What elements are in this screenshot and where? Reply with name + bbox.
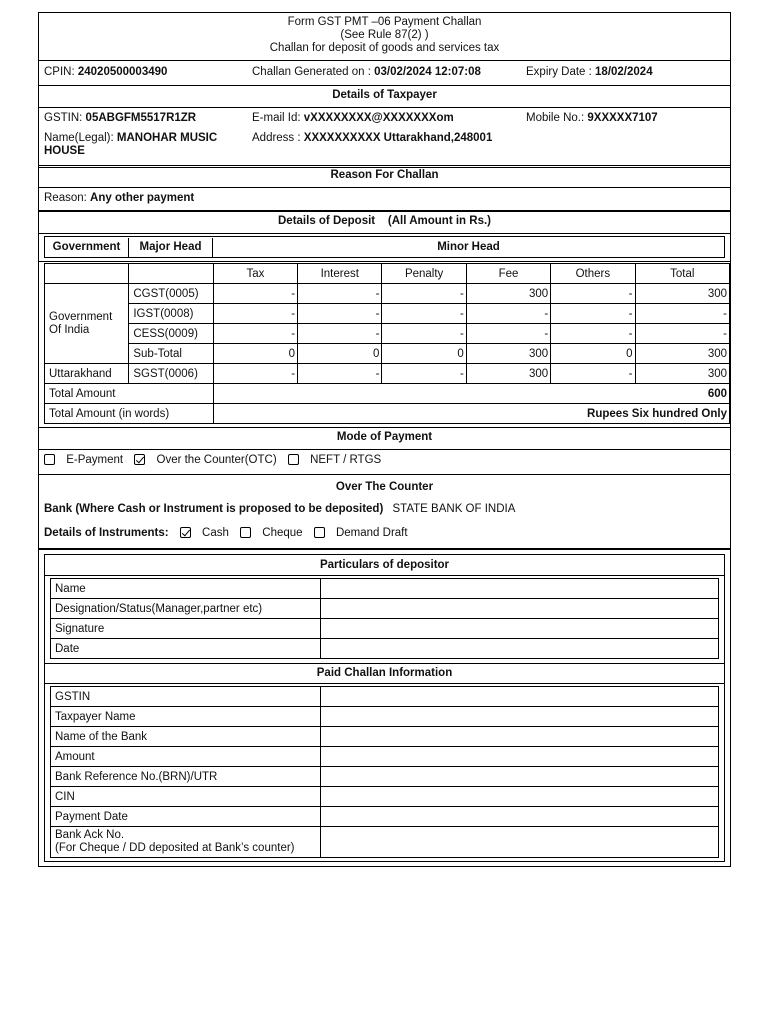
gstin-value: 05ABGFM5517R1ZR [85,112,197,124]
col-fee: Fee [466,264,550,284]
payment-mode-title: Mode of Payment [336,431,433,443]
mobile: Mobile No.: 9XXXXX7107 [526,112,658,124]
col-penalty: Penalty [382,264,466,284]
deposit-section-title: Details of Deposit (All Amount in Rs.) [278,215,491,227]
table-row: Taxpayer Name [51,707,719,727]
head-major: Major Head [129,238,213,258]
neft-label: NEFT / RTGS [310,454,382,466]
reason: Reason: Any other payment [44,192,195,204]
table-row: CIN [51,787,719,807]
mobile-value: 9XXXXX7107 [587,112,658,124]
paid-brn-field[interactable] [320,767,718,787]
table-row: Name of the Bank [51,727,719,747]
instruments-label: Details of Instruments: [44,527,169,539]
cpin-value: 24020500003490 [77,66,168,78]
paid-challan-table [50,686,719,858]
depositor-table [50,578,719,659]
bank-label: Bank (Where Cash or Instrument is proposed to be deposited) [44,503,384,515]
total-amount-value: 600 [213,384,729,404]
table-row: Bank Reference No.(BRN)/UTR [51,767,719,787]
paid-ack-field[interactable] [320,827,718,858]
paid-bank-field[interactable] [320,727,718,747]
gst-challan-form [38,12,731,867]
epayment-label: E-Payment [66,454,124,466]
table-row: CESS(0009) - - - - - - [45,324,730,344]
paid-gstin-field[interactable] [320,687,718,707]
government-of-india: Government Of India [45,284,129,364]
cash-checkbox[interactable] [180,527,191,538]
table-row: Sub-Total 0 0 0 300 0 300 [45,344,730,364]
epayment-checkbox[interactable] [44,454,55,465]
expiry-date: Expiry Date : 18/02/2024 [526,66,653,78]
taxpayer-section-title: Details of Taxpayer [332,89,437,101]
bank-line [44,503,515,515]
table-row: Designation/Status(Manager,partner etc) [51,599,719,619]
table-row: Payment Date [51,807,719,827]
paid-amount-field[interactable] [320,747,718,767]
head-government: Government [45,238,129,258]
depositor-signature-field[interactable] [320,619,718,639]
neft-checkbox[interactable] [288,454,299,465]
col-total: Total [635,264,729,284]
depositor-section-title: Particulars of depositor [319,559,450,571]
col-interest: Interest [298,264,382,284]
generated-value: 03/02/2024 12:07:08 [374,66,481,78]
form-header [39,16,730,55]
reason-section-title: Reason For Challan [330,169,439,181]
table-row [51,827,719,858]
table-row: Government Of India CGST(0005) - - - 300 - 300 [45,284,730,304]
depositor-date-field[interactable] [320,639,718,659]
form-rule: (See Rule 87(2) ) [340,29,429,41]
form-title: Form GST PMT –06 Payment Challan [287,16,482,28]
table-row: Date [51,639,719,659]
table-row: Signature [51,619,719,639]
challan-generated: Challan Generated on : 03/02/2024 12:07:08 [252,66,481,78]
otc-checkbox[interactable] [134,454,145,465]
depositor-designation-field[interactable] [320,599,718,619]
email-value: vXXXXXXXX@XXXXXXXom [303,112,454,124]
col-others: Others [551,264,635,284]
table-row: Name [51,579,719,599]
table-row: Uttarakhand SGST(0006) - - - 300 - 300 [45,364,730,384]
legal-name: Name(Legal): MANOHAR MUSIC HOUSE [44,132,218,157]
paid-taxpayer-field[interactable] [320,707,718,727]
total-amount-label: Total Amount [45,384,214,404]
address: Address : XXXXXXXXXX Uttarakhand,248001 [252,132,493,144]
demand-draft-checkbox[interactable] [314,527,325,538]
gstin: GSTIN: 05ABGFM5517R1ZR [44,112,197,124]
depositor-and-paid-box [44,554,725,862]
bank-ack-label: Bank Ack No. (For Cheque / DD deposited at Bank’s counter) [51,827,321,858]
cpin: CPIN: 24020500003490 [44,66,168,78]
cheque-label: Cheque [262,527,303,539]
total-words-row [45,404,730,424]
reason-value: Any other payment [90,192,195,204]
state-name: Uttarakhand [45,364,129,384]
paid-cin-field[interactable] [320,787,718,807]
cheque-checkbox[interactable] [240,527,251,538]
head-minor: Minor Head [437,241,500,253]
total-words-label: Total Amount (in words) [45,404,214,424]
total-words-value: Rupees Six hundred Only [213,404,729,424]
instruments-line [44,527,408,539]
deposit-head-row [44,236,725,258]
cash-label: Cash [202,527,229,539]
otc-label: Over the Counter(OTC) [156,454,277,466]
form-subtitle: Challan for deposit of goods and services tax [269,42,500,54]
col-tax: Tax [213,264,297,284]
paid-section-title: Paid Challan Information [316,667,453,679]
table-row: IGST(0008) - - - - - - [45,304,730,324]
email: E-mail Id: vXXXXXXXX@XXXXXXXom [252,112,454,124]
address-value: XXXXXXXXXX Uttarakhand,248001 [303,132,493,144]
table-row: GSTIN [51,687,719,707]
demand-draft-label: Demand Draft [335,527,408,539]
otc-section-title: Over The Counter [335,481,434,493]
payment-mode-options [44,454,381,466]
deposit-column-header-row [45,264,730,284]
total-amount-row [45,384,730,404]
paid-date-field[interactable] [320,807,718,827]
table-row: Amount [51,747,719,767]
depositor-name-field[interactable] [320,579,718,599]
bank-value: STATE BANK OF INDIA [392,503,516,515]
deposit-table [44,263,730,424]
expiry-value: 18/02/2024 [595,66,653,78]
legal-name-value: MANOHAR MUSIC [116,132,218,144]
